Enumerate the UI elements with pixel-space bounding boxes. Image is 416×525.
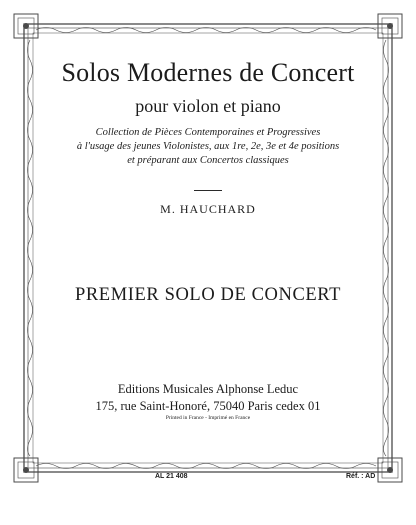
description-line: Collection de Pièces Contemporaines et Progressives xyxy=(95,127,321,138)
work-title: PREMIER SOLO DE CONCERT xyxy=(74,285,342,305)
instrumentation-subtitle: pour violon et piano xyxy=(135,96,281,116)
catalog-number: AL 21 408 xyxy=(155,473,188,480)
description-line: à l'usage des jeunes Violonistes, aux 1re, 2e, 3e et 4e positions xyxy=(76,141,340,152)
publisher-name: Editions Musicales Alphonse Leduc xyxy=(117,382,299,396)
composer-name: M. HAUCHARD xyxy=(160,202,256,216)
reference-code: Réf. : AD xyxy=(346,473,376,480)
publisher-address: 175, rue Saint-Honoré, 75040 Paris cedex 01 xyxy=(95,399,321,413)
collection-title: Solos Modernes de Concert xyxy=(61,58,355,87)
collection-description xyxy=(40,126,376,168)
divider-rule xyxy=(194,190,222,191)
printed-note: Printed in France - Imprimé en France xyxy=(165,415,251,421)
description-line: et préparant aux Concertos classiques xyxy=(127,155,289,166)
